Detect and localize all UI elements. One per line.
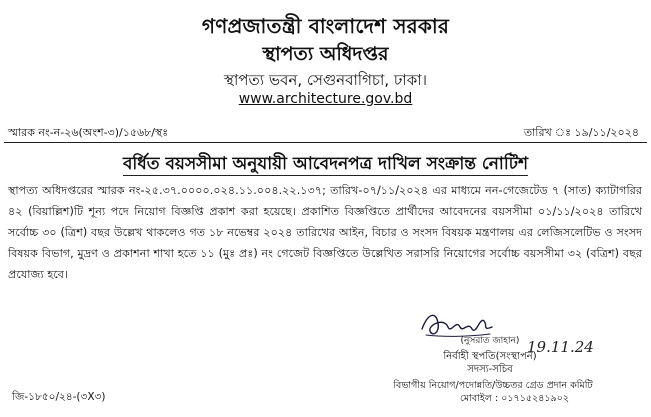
government-name: গণপ্রজাতন্ত্রী বাংলাদেশ সরকার [201,14,450,38]
office-address: স্থাপত্য ভবন, সেগুনবাগিচা, ঢাকা। [224,71,427,89]
footer-reference: জি-১৮৫০/২৪-(৩X৩) [12,391,106,403]
signatory-name: (নুসরাত জাহান) [460,336,520,346]
signatory-mobile: মোবাইল : ০১৭১৫২৪১৯০২ [460,393,570,404]
website-link[interactable]: www.architecture.gov.bd [238,91,413,107]
notice-body: স্থাপত্য অধিদপ্তরের স্মারক নং-২৫.৩৭.০০০০.০২৪.১১.০০৪.২২.১৩৭; তারিখ-০৭/১১/২০২৪ এর মাধ্যমে নন-গেজেটেড ৭ (সাত) ক্যাটাগরির ৪২ (বিয়াল্লিশ)টি শূন্য পদে নিয়োগ বিজ্ঞপ্তি প্রকাশ করা হয়েছে। প্রকাশিত বিজ্ঞপ্তিতে প্রার্থীদের আবেদনের বয়সসীমা ০১/১১/২০২৪ তারিখে সর্বোচ্চ ৩০ (ত্রিশ) বছর উল্লেখ থাকলেও গত ১৮ নভেম্বর ২০২৪ তারিখের আইন, বিচার ও সংসদ বিষয়ক মন্ত্রণালয় এর লেজিসলেটিভ ও সংসদ বিষয়ক বিভাগ, মুদ্রণ ও প্রকাশনা শাখা হতে ১১ (মুঃ প্রঃ) নং গেজেট বিজ্ঞপ্তিতে উল্লেখিত সরাসরি নিয়োগের সর্বোচ্চ বয়সসীমা ৩২ (বত্রিশ) বছর প্রযোজ্য হবে। [8,184,642,281]
signature-date: 19.11.24 [527,338,594,356]
memo-number: স্মারক নং-ন-২৬(অংশ-৩)/১৫৬৮/স্থঃ [8,126,169,139]
notice-title [0,151,651,179]
signatory-member-title: সদস্য-সচিব [467,364,513,375]
signatory-committee: বিভাগীয় নিয়োগ/পদোন্নতি/উচ্চতর গ্রেড প্রদান কমিটি [393,380,593,391]
signatory-role: নির্বাহী স্থপতি(সংস্থাপন) [443,351,537,362]
header-divider [4,142,647,143]
memo-row [8,124,639,143]
department-name: স্থাপত্য অধিদপ্তর [262,43,389,65]
notice-title-text: বর্ধিত বয়সসীমা অনুযায়ী আবেদনপত্র দাখিল সংক্রান্ত নোটিশ [122,154,529,174]
memo-date: তারিখ ঃ ১৯/১১/২০২৪ [523,126,639,139]
